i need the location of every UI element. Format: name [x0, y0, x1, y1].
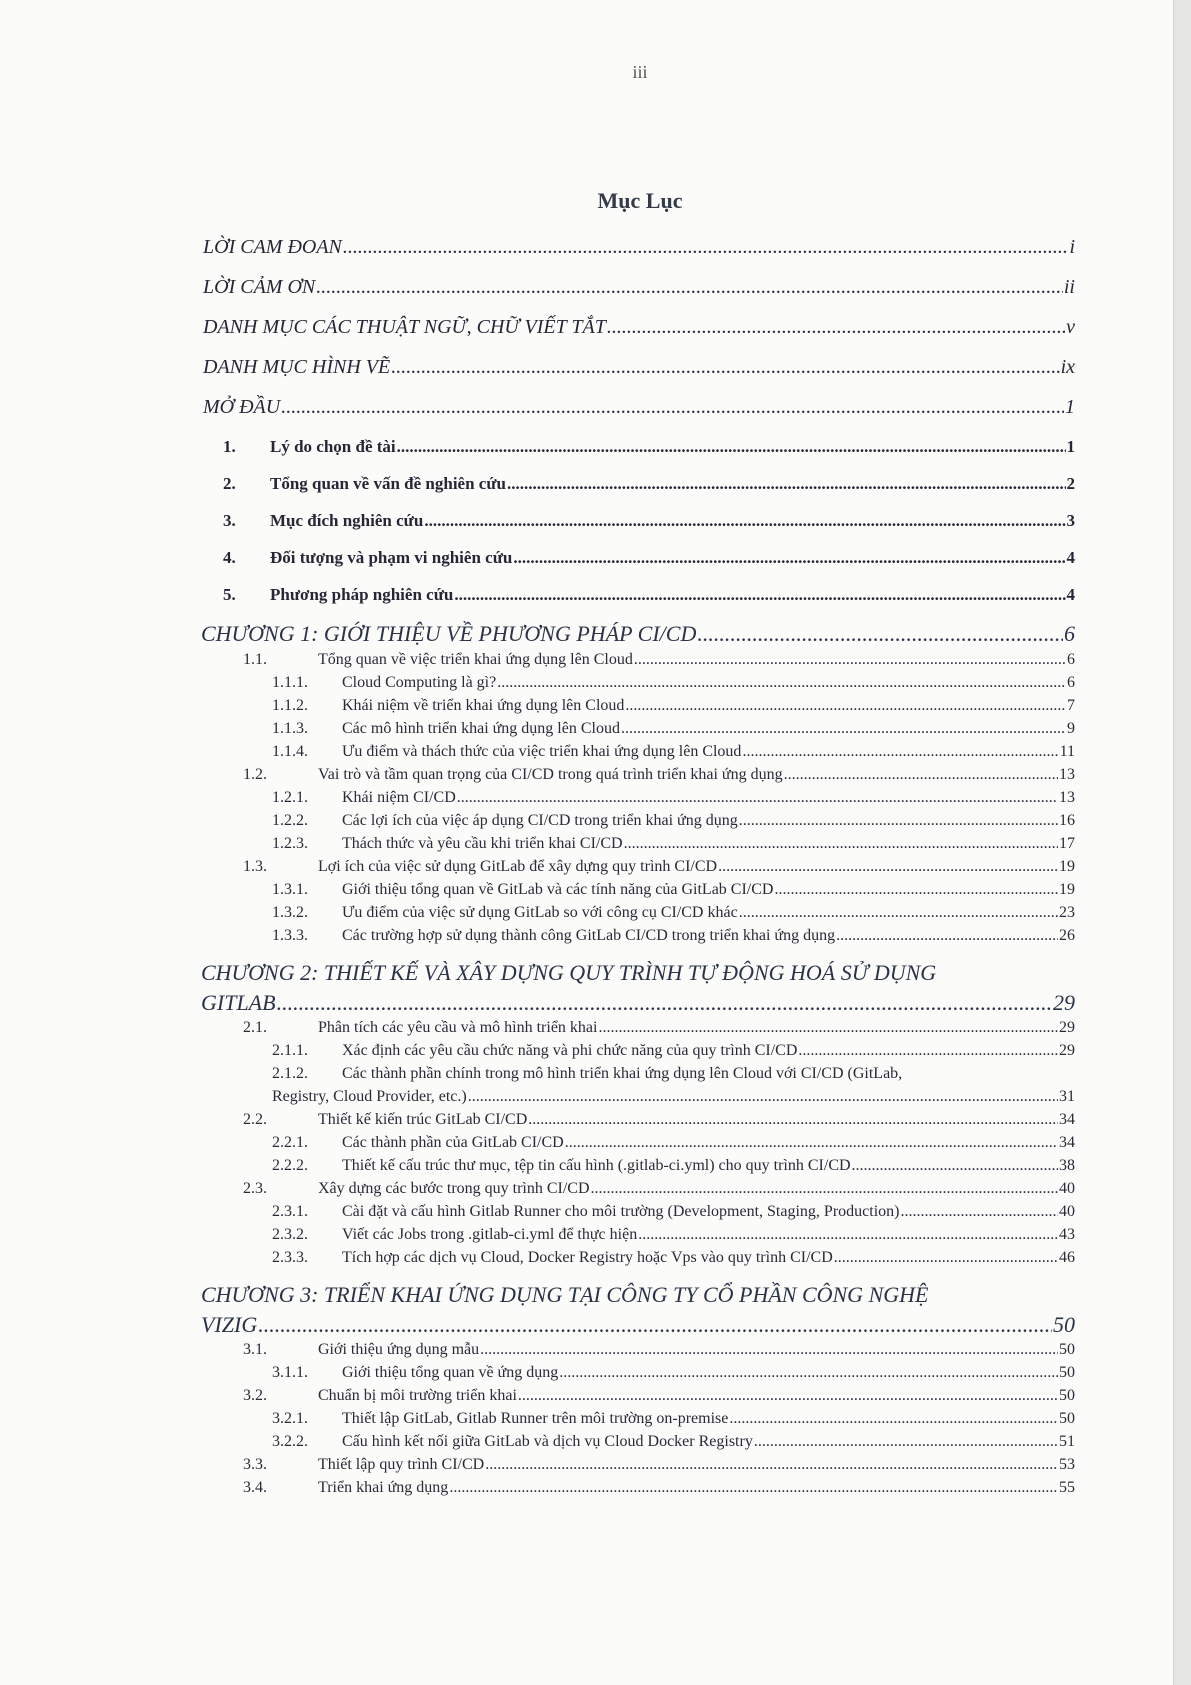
toc-entry[interactable]: 1. Lý do chọn đề tài ..... 1: [0, 437, 1191, 457]
toc-entry[interactable]: 2.3.2. Viết các Jobs trong .gitlab-ci.yml để thực hiện ..... 43: [0, 1226, 1191, 1244]
toc-entry[interactable]: 1.2.2. Các lợi ích của việc áp dụng CI/CD trong triển khai ứng dụng ..... 16: [0, 812, 1191, 830]
toc-entry[interactable]: 1.1.3. Các mô hình triển khai ứng dụng lên Cloud ..... 9: [0, 720, 1191, 738]
toc-chapter-3-cont[interactable]: VIZIG ..... 50: [0, 1312, 1191, 1338]
toc-entry[interactable]: 1.1.1. Cloud Computing là gì? ..... 6: [0, 674, 1191, 692]
toc-entry[interactable]: 3.1.1. Giới thiệu tổng quan về ứng dụng ..... 50: [0, 1364, 1191, 1382]
toc-entry-hinh-ve[interactable]: DANH MỤC HÌNH VẼ ..... ix: [0, 356, 1191, 379]
toc-entry[interactable]: 2.2. Thiết kế kiến trúc GitLab CI/CD ..... 34: [0, 1111, 1191, 1129]
toc-entry-cont[interactable]: Registry, Cloud Provider, etc.) ..... 31: [0, 1088, 1191, 1106]
toc-entry[interactable]: 3.2.2. Cấu hình kết nối giữa GitLab và dịch vụ Cloud Docker Registry ..... 51: [0, 1433, 1191, 1451]
toc-entry[interactable]: 1.1.4. Ưu điểm và thách thức của việc triển khai ứng dụng lên Cloud ..... 11: [0, 743, 1191, 761]
toc-entry[interactable]: 3.3. Thiết lập quy trình CI/CD ..... 53: [0, 1456, 1191, 1474]
toc-entry-mo-dau[interactable]: MỞ ĐẦU ..... 1: [0, 396, 1191, 419]
toc-entry[interactable]: 1.2.3. Thách thức và yêu cầu khi triển khai CI/CD ..... 17: [0, 835, 1191, 853]
toc-entry[interactable]: 2.1.1. Xác định các yêu cầu chức năng và phi chức năng của quy trình CI/CD ..... 29: [0, 1042, 1191, 1060]
toc-entry[interactable]: 1.3. Lợi ích của việc sử dụng GitLab để xây dựng quy trình CI/CD ..... 19: [0, 858, 1191, 876]
toc-entry[interactable]: 2.3. Xây dựng các bước trong quy trình CI/CD ..... 40: [0, 1180, 1191, 1198]
toc-entry[interactable]: 1.3.3. Các trường hợp sử dụng thành công GitLab CI/CD trong triển khai ứng dụng ..... 26: [0, 927, 1191, 945]
toc-entry[interactable]: 1.2.1. Khái niệm CI/CD ..... 13: [0, 789, 1191, 807]
toc-entry[interactable]: 3. Mục đích nghiên cứu ..... 3: [0, 511, 1191, 531]
toc-entry[interactable]: 1.1. Tổng quan về việc triển khai ứng dụng lên Cloud ..... 6: [0, 651, 1191, 669]
toc-entry[interactable]: 3.1. Giới thiệu ứng dụng mẫu ..... 50: [0, 1341, 1191, 1359]
toc-entry[interactable]: 2.1. Phân tích các yêu cầu và mô hình triển khai ..... 29: [0, 1019, 1191, 1037]
toc-entry[interactable]: 2.3.3. Tích hợp các dịch vụ Cloud, Docker Registry hoặc Vps vào quy trình CI/CD ..... 46: [0, 1249, 1191, 1267]
toc-entry[interactable]: 3.4. Triển khai ứng dụng ..... 55: [0, 1479, 1191, 1497]
toc-entry-thuat-ngu[interactable]: DANH MỤC CÁC THUẬT NGỮ, CHỮ VIẾT TẮT ..... v: [0, 316, 1191, 339]
toc-chapter-2[interactable]: CHƯƠNG 2: THIẾT KẾ VÀ XÂY DỰNG QUY TRÌNH TỰ ĐỘNG HOÁ SỬ DỤNG: [201, 960, 937, 985]
toc-title: Mục Lục: [597, 188, 683, 213]
toc-entry[interactable]: 2.2.2. Thiết kế cấu trúc thư mục, tệp tin cấu hình (.gitlab-ci.yml) cho quy trình CI/CD ..... 38: [0, 1157, 1191, 1175]
toc-entry[interactable]: 1.2. Vai trò và tầm quan trọng của CI/CD trong quá trình triển khai ứng dụng ..... 13: [0, 766, 1191, 784]
toc-chapter-2-cont[interactable]: GITLAB ..... 29: [0, 990, 1191, 1016]
toc-chapter-3[interactable]: CHƯƠNG 3: TRIỂN KHAI ỨNG DỤNG TẠI CÔNG TY CỔ PHẦN CÔNG NGHỆ: [201, 1282, 929, 1307]
toc-entry[interactable]: 3.2. Chuẩn bị môi trường triển khai ..... 50: [0, 1387, 1191, 1405]
toc-entry[interactable]: 2. Tổng quan về vấn đề nghiên cứu ..... 2: [0, 474, 1191, 494]
toc-entry[interactable]: 4. Đối tượng và phạm vi nghiên cứu ..... 4: [0, 548, 1191, 568]
page-number: iii: [632, 62, 648, 82]
toc-entry-loi-cam-on[interactable]: LỜI CẢM ƠN ..... ii: [0, 276, 1191, 299]
toc-chapter-1[interactable]: CHƯƠNG 1: GIỚI THIỆU VỀ PHƯƠNG PHÁP CI/CD ..... 6: [0, 621, 1191, 647]
toc-entry-loi-cam-doan[interactable]: LỜI CAM ĐOAN ..... i: [0, 236, 1191, 259]
toc-entry[interactable]: 3.2.1. Thiết lập GitLab, Gitlab Runner trên môi trường on-premise ..... 50: [0, 1410, 1191, 1428]
toc-entry[interactable]: 5. Phương pháp nghiên cứu ..... 4: [0, 585, 1191, 605]
toc-entry[interactable]: 2.2.1. Các thành phần của GitLab CI/CD ..... 34: [0, 1134, 1191, 1152]
toc-entry[interactable]: 2.3.1. Cài đặt và cấu hình Gitlab Runner cho môi trường (Development, Staging, Production) ..... 40: [0, 1203, 1191, 1221]
toc-entry[interactable]: 1.3.1. Giới thiệu tổng quan về GitLab và các tính năng của GitLab CI/CD ..... 19: [0, 881, 1191, 899]
toc-entry[interactable]: 2.1.2. Các thành phần chính trong mô hình triển khai ứng dụng lên Cloud với CI/CD (GitLab,: [272, 1065, 903, 1082]
toc-entry[interactable]: 1.3.2. Ưu điểm của việc sử dụng GitLab so với công cụ CI/CD khác ..... 23: [0, 904, 1191, 922]
toc-entry[interactable]: 1.1.2. Khái niệm về triển khai ứng dụng lên Cloud ..... 7: [0, 697, 1191, 715]
